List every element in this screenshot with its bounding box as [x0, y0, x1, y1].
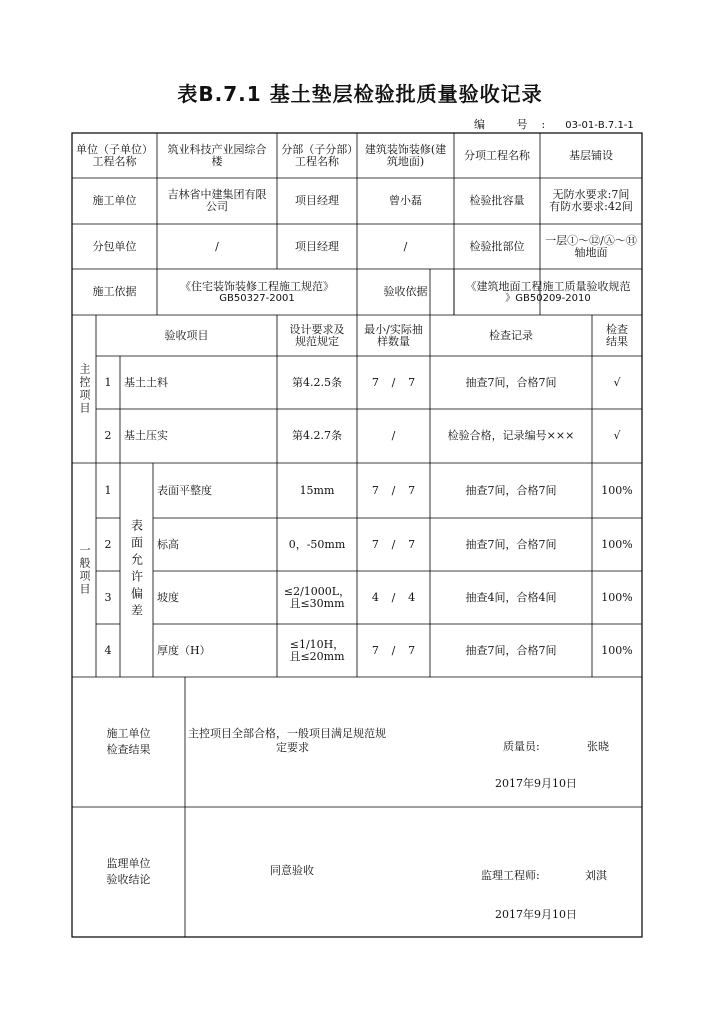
general-row-2-sample: 7 / 7: [371, 537, 416, 551]
sub-manager-label: 项目经理: [295, 239, 339, 253]
construction-basis-label: 施工依据: [92, 285, 137, 298]
general-row-4-record: 抽查7间，合格7间: [465, 643, 557, 657]
general-row-3-result: 100%: [601, 590, 633, 604]
general-row-1-sample: 7 / 7: [371, 483, 416, 497]
contractor-check-text-2: 定要求: [276, 741, 309, 754]
header-item: 验收项目: [164, 328, 209, 342]
general-row-3-sample: 4 / 4: [371, 590, 416, 604]
supervising-engineer-name: 刘淇: [585, 869, 607, 882]
sub-project-label: 分部（子分部）工程名称: [281, 142, 353, 168]
main-row-1-name: 基土土料: [124, 375, 168, 389]
main-control-label: 主控项目: [78, 363, 91, 415]
main-row-2-sample: /: [391, 429, 396, 442]
main-row-1-record: 抽查7间，合格7间: [465, 375, 557, 389]
general-row-4-name: 厚度（H）: [157, 643, 211, 657]
general-row-3-record: 抽查4间，合格4间: [465, 590, 557, 604]
header-sample: 最小/实际抽样数量: [364, 322, 423, 348]
batch-location-label: 检验批部位: [469, 239, 525, 253]
header-design: 设计要求及规范规定: [289, 322, 345, 348]
sub-project-value: 建筑装饰装修(建筑地面): [364, 142, 447, 168]
code-value: 03-01-B.7.1-1: [565, 120, 634, 131]
subcontractor-value: /: [215, 239, 219, 253]
main-row-1-no: 1: [104, 375, 112, 389]
quality-inspector-label: 质量员:: [503, 740, 540, 753]
contractor-check-label: 施工单位 检查结果: [106, 727, 151, 756]
construction-basis-value: 《住宅装饰装修工程施工规范》 GB50327-2001: [180, 279, 334, 304]
main-row-2-spec: 第4.2.7条: [292, 429, 342, 442]
supervising-engineer-label: 监理工程师:: [481, 869, 540, 882]
contractor-check-date: 2017年9月10日: [495, 777, 577, 790]
general-row-4-spec: ≤1/10H， 且≤20mm: [289, 637, 345, 663]
general-row-1-spec: 15mm: [299, 483, 335, 497]
main-row-2-no: 2: [104, 429, 112, 442]
quality-inspector-name: 张晓: [587, 740, 609, 753]
general-row-2-result: 100%: [601, 537, 633, 551]
page-title: 表B.7.1 基土垫层检验批质量验收记录: [177, 82, 543, 106]
acceptance-basis-value: 《建筑地面工程施工质量验收规范 》GB50209-2010: [465, 279, 631, 304]
header-result: 检查结果: [606, 322, 628, 348]
general-row-1-no: 1: [104, 483, 112, 497]
general-row-2-name: 标高: [157, 537, 179, 551]
general-items-label: 一般项目: [78, 544, 91, 596]
batch-capacity-value: 无防水要求:7间 有防水要求:42间: [549, 188, 633, 213]
supervisor-check-date: 2017年9月10日: [495, 908, 577, 921]
general-row-3-spec: ≤2/1000L， 且≤30mm: [283, 584, 351, 610]
unit-name-label: 单位（子单位）工程名称: [76, 142, 153, 168]
general-row-4-result: 100%: [601, 643, 633, 657]
supervisor-check-label: 监理单位 验收结论: [106, 857, 151, 886]
code-label: 编 号:: [474, 118, 560, 131]
contractor-label: 施工单位: [92, 194, 137, 207]
main-row-2-result: √: [613, 429, 621, 442]
project-manager-label: 项目经理: [295, 194, 339, 207]
general-row-1-result: 100%: [601, 483, 633, 497]
general-row-2-no: 2: [104, 537, 112, 551]
header-record: 检查记录: [489, 328, 533, 342]
item-project-value: 基层铺设: [569, 148, 613, 162]
item-project-label: 分项工程名称: [464, 148, 530, 162]
general-row-3-no: 3: [104, 590, 112, 604]
supervisor-conclusion: 同意验收: [270, 864, 314, 877]
main-row-1-sample: 7 / 7: [371, 375, 416, 389]
main-row-2-record: 检验合格，记录编号×××: [447, 429, 575, 442]
batch-capacity-label: 检验批容量: [469, 194, 525, 207]
general-row-4-sample: 7 / 7: [371, 643, 416, 657]
main-row-1-spec: 第4.2.5条: [292, 375, 342, 389]
sub-manager-value: /: [403, 239, 408, 253]
contractor-check-text: 主控项目全部合格，一般项目满足规范规: [188, 727, 386, 740]
general-row-1-record: 抽查7间，合格7间: [465, 483, 557, 497]
general-row-2-record: 抽查7间，合格7间: [465, 537, 557, 551]
main-row-1-result: √: [613, 375, 621, 389]
contractor-value: 吉林省中建集团有限公司: [167, 188, 267, 213]
general-row-4-no: 4: [104, 643, 112, 657]
general-row-3-name: 坡度: [157, 590, 179, 604]
unit-name-value: 筑业科技产业园综合楼: [167, 142, 267, 168]
project-manager-value: 曾小磊: [389, 194, 422, 207]
subcontractor-label: 分包单位: [92, 239, 137, 253]
general-row-1-name: 表面平整度: [157, 483, 212, 497]
main-row-2-name: 基土压实: [124, 429, 168, 442]
acceptance-basis-label: 验收依据: [383, 285, 428, 298]
surface-deviation-label: 表面允许偏差: [129, 519, 144, 621]
general-row-2-spec: 0，-50mm: [288, 537, 346, 551]
batch-location-value: 一层①～⑫/Ⓐ～Ⓗ 轴地面: [545, 233, 637, 259]
